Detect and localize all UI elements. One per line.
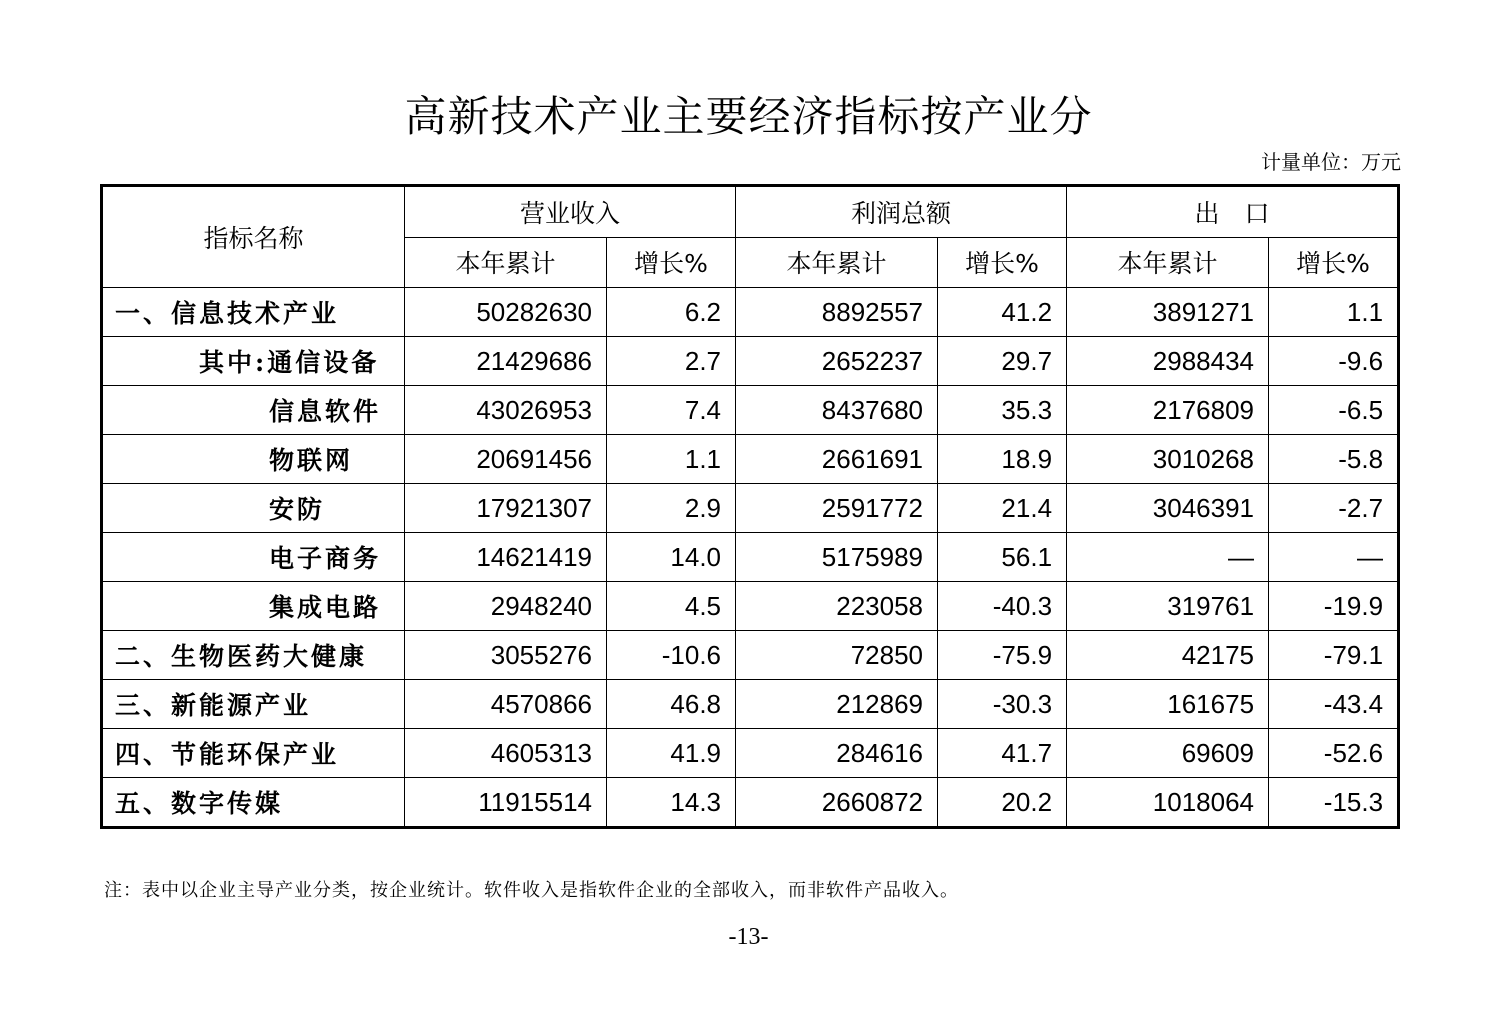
row-value: 3891271: [1067, 288, 1269, 337]
table-row: [102, 435, 1399, 484]
row-value: 41.7: [938, 729, 1067, 778]
row-value: 17921307: [405, 484, 607, 533]
row-name: 集成电路: [102, 582, 405, 631]
row-value: -40.3: [938, 582, 1067, 631]
row-value: -79.1: [1269, 631, 1399, 680]
row-value: 41.9: [607, 729, 736, 778]
row-value: -30.3: [938, 680, 1067, 729]
row-value: 35.3: [938, 386, 1067, 435]
row-value: 2988434: [1067, 337, 1269, 386]
header-group-revenue: 营业收入: [405, 186, 736, 238]
page-number: -13-: [728, 924, 769, 950]
row-name: 四、节能环保产业: [102, 729, 405, 778]
row-value: 42175: [1067, 631, 1269, 680]
row-value: 4570866: [405, 680, 607, 729]
table-row: [102, 582, 1399, 631]
row-value: 161675: [1067, 680, 1269, 729]
row-value: -6.5: [1269, 386, 1399, 435]
row-value: 69609: [1067, 729, 1269, 778]
header-sub-cell: 增长%: [938, 237, 1067, 288]
row-value: -10.6: [607, 631, 736, 680]
row-name: 二、生物医药大健康: [102, 631, 405, 680]
table-row: [102, 337, 1399, 386]
table-row: [102, 729, 1399, 778]
row-name: 一、信息技术产业: [102, 288, 405, 337]
header-row-groups: [102, 186, 1399, 238]
row-value: 5175989: [736, 533, 938, 582]
row-value: 284616: [736, 729, 938, 778]
row-name: 其中:通信设备: [102, 337, 405, 386]
table-row: [102, 533, 1399, 582]
row-value: 4.5: [607, 582, 736, 631]
row-value: 50282630: [405, 288, 607, 337]
row-value: 8892557: [736, 288, 938, 337]
row-name: 三、新能源产业: [102, 680, 405, 729]
table-row: [102, 778, 1399, 828]
row-value: —: [1269, 533, 1399, 582]
indicator-table: [100, 184, 1400, 829]
row-value: 14.0: [607, 533, 736, 582]
row-value: 43026953: [405, 386, 607, 435]
row-value: 6.2: [607, 288, 736, 337]
header-group-export: 出 口: [1067, 186, 1399, 238]
row-value: 2591772: [736, 484, 938, 533]
row-value: -75.9: [938, 631, 1067, 680]
row-value: 46.8: [607, 680, 736, 729]
row-name: 电子商务: [102, 533, 405, 582]
row-value: 3046391: [1067, 484, 1269, 533]
unit-label: 计量单位：万元: [1261, 150, 1401, 174]
row-value: 2.7: [607, 337, 736, 386]
header-sub-cell: 增长%: [607, 237, 736, 288]
table-row: [102, 386, 1399, 435]
row-value: 72850: [736, 631, 938, 680]
row-name: 信息软件: [102, 386, 405, 435]
row-value: 14.3: [607, 778, 736, 828]
row-value: 2660872: [736, 778, 938, 828]
header-name-col: 指标名称: [102, 186, 405, 288]
row-value: 20691456: [405, 435, 607, 484]
row-value: 3010268: [1067, 435, 1269, 484]
row-value: 18.9: [938, 435, 1067, 484]
row-value: 41.2: [938, 288, 1067, 337]
table-body: [102, 288, 1399, 828]
row-value: 3055276: [405, 631, 607, 680]
page-title: 高新技术产业主要经济指标按产业分: [404, 92, 1093, 141]
row-value: 4605313: [405, 729, 607, 778]
footnote: 注：表中以企业主导产业分类，按企业统计。软件收入是指软件企业的全部收入，而非软件产品收入。: [104, 880, 959, 901]
row-name: 安防: [102, 484, 405, 533]
row-value: —: [1067, 533, 1269, 582]
row-value: -19.9: [1269, 582, 1399, 631]
row-value: 29.7: [938, 337, 1067, 386]
row-value: 2652237: [736, 337, 938, 386]
row-value: 1.1: [1269, 288, 1399, 337]
header-sub-cell: 增长%: [1269, 237, 1399, 288]
row-value: 223058: [736, 582, 938, 631]
header-sub-cell: 本年累计: [736, 237, 938, 288]
row-value: 2.9: [607, 484, 736, 533]
row-value: 14621419: [405, 533, 607, 582]
row-value: 20.2: [938, 778, 1067, 828]
header-sub-cell: 本年累计: [1067, 237, 1269, 288]
row-value: 2948240: [405, 582, 607, 631]
row-value: 7.4: [607, 386, 736, 435]
row-name: 五、数字传媒: [102, 778, 405, 828]
row-value: 2176809: [1067, 386, 1269, 435]
row-value: 2661691: [736, 435, 938, 484]
table-row: [102, 484, 1399, 533]
table-row: [102, 680, 1399, 729]
row-value: -5.8: [1269, 435, 1399, 484]
row-value: -2.7: [1269, 484, 1399, 533]
row-value: -9.6: [1269, 337, 1399, 386]
table-row: [102, 631, 1399, 680]
row-value: 1.1: [607, 435, 736, 484]
row-value: 21.4: [938, 484, 1067, 533]
row-value: 1018064: [1067, 778, 1269, 828]
row-value: 56.1: [938, 533, 1067, 582]
row-value: 11915514: [405, 778, 607, 828]
header-group-profit: 利润总额: [736, 186, 1067, 238]
row-value: -52.6: [1269, 729, 1399, 778]
row-value: 319761: [1067, 582, 1269, 631]
row-value: 21429686: [405, 337, 607, 386]
row-value: -43.4: [1269, 680, 1399, 729]
row-name: 物联网: [102, 435, 405, 484]
header-sub-cell: 本年累计: [405, 237, 607, 288]
row-value: -15.3: [1269, 778, 1399, 828]
table-row: [102, 288, 1399, 337]
row-value: 8437680: [736, 386, 938, 435]
row-value: 212869: [736, 680, 938, 729]
